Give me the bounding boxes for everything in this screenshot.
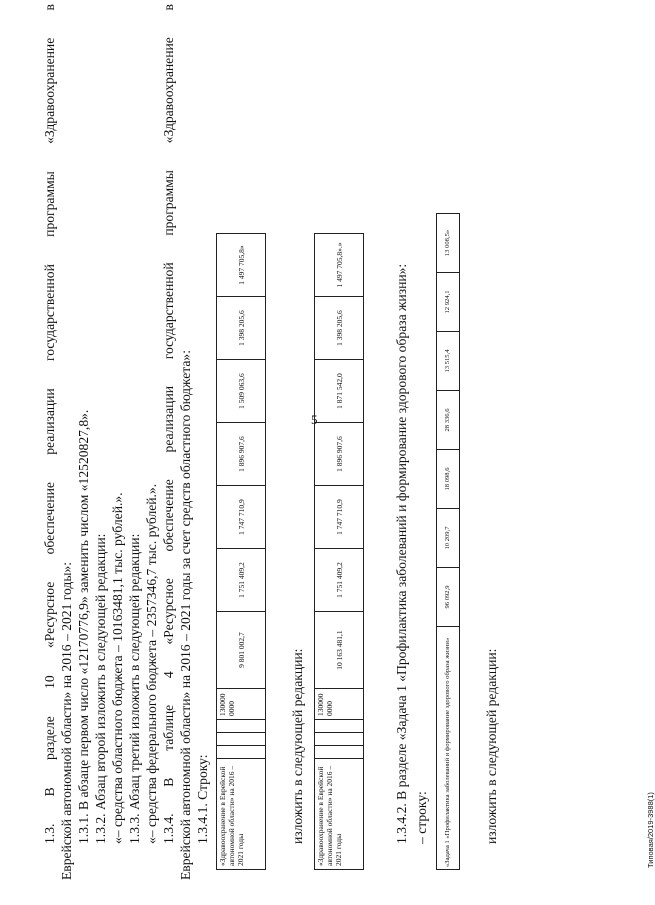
- value-cell: 1 896 907,6: [315, 423, 364, 486]
- value-cell: 1 398 205,6: [315, 297, 364, 360]
- quote-federal-budget: «– средства федерального бюджета – 2357346,7 тыс. рублей.».: [144, 483, 159, 844]
- value-cell: 96 092,9: [437, 568, 460, 627]
- paragraph-1-3-line2: Еврейской автономной области» на 2016 – 2021 годы»:: [59, 561, 74, 880]
- value-cell: 13 515,4: [437, 332, 460, 391]
- blank-cell: [315, 733, 364, 746]
- value-cell: 18 098,6: [437, 450, 460, 509]
- paragraph-1-3-4-1: 1.3.4.1. Строку:: [195, 754, 210, 844]
- paragraph-1-3-4-line2: Еврейской автономной области» на 2016 – 2021 годы за счет средств областного бюджета»:: [178, 350, 193, 880]
- paragraph-1-3-2: 1.3.2. Абзац второй изложить в следующей редакции:: [93, 533, 108, 844]
- paragraph-row-dash: – строку:: [414, 791, 429, 844]
- program-name-cell: «Здравоохранение в Еврейской автономной области» на 2016 – 2021 годы: [315, 759, 364, 870]
- paragraph-1-3-line1: 1.3. В разделе 10 «Ресурсное обеспечение реализации государственной программы «Здравоохранение в: [42, 4, 57, 844]
- page-number: 5: [311, 412, 318, 427]
- rotated-content: [42, 4, 655, 880]
- paragraph-1-3-1: 1.3.1. В абзаце первом число «12170776,9» заменить числом «12520827,8».: [76, 409, 91, 844]
- paragraph-1-3-4-line1: 1.3.4. В таблице 4 «Ресурсное обеспечение реализации государственной программы «Здравоохранение в: [161, 4, 176, 844]
- table-row-new: [314, 233, 364, 870]
- value-cell: 1 747 710,9: [315, 486, 364, 549]
- value-cell: 1 497 705,8»: [217, 234, 266, 297]
- blank-cell: [315, 746, 364, 759]
- paragraph-new-edition-2: изложить в следующей редакции:: [484, 648, 499, 844]
- code-cell: 130000 0000: [217, 689, 266, 720]
- value-cell: 13 008,5»: [437, 214, 460, 273]
- blank-cell: [217, 733, 266, 746]
- paragraph-1-3-3: 1.3.3. Абзац третий изложить в следующей редакции:: [127, 533, 142, 844]
- value-cell: 12 924,1: [437, 273, 460, 332]
- program-name-cell: «Здравоохранение в Еврейской автономной области» на 2016 – 2021 годы: [217, 759, 266, 870]
- paragraph-1-3-4-2: 1.3.4.2. В разделе «Задача 1 «Профилактика заболеваний и формирование здорового образа жизни»:: [394, 263, 409, 844]
- value-cell: 28 336,6: [437, 391, 460, 450]
- table-row-old: [216, 233, 266, 870]
- task-name-cell: «Задача 1 «Профилактика заболеваний и формирование здорового образа жизни»: [437, 627, 460, 870]
- value-cell: 1 751 409,2: [217, 549, 266, 612]
- document-id: Типовая/2019-3988(1): [646, 792, 655, 868]
- blank-cell: [217, 720, 266, 733]
- value-cell: 10 209,7: [437, 509, 460, 568]
- value-cell: 1 509 063,6: [217, 360, 266, 423]
- code-cell: 130000 0000: [315, 689, 364, 720]
- blank-cell: [315, 720, 364, 733]
- blank-cell: [217, 746, 266, 759]
- value-cell: 1 747 710,9: [217, 486, 266, 549]
- value-cell: 1 398 205,6: [217, 297, 266, 360]
- paragraph-new-edition-1: изложить в следующей редакции:: [290, 648, 305, 844]
- table-task-row: [436, 213, 460, 870]
- quote-regional-budget: «– средства областного бюджета – 10163481,1 тыс. рублей.».: [110, 492, 125, 844]
- value-cell: 1 896 907,6: [217, 423, 266, 486]
- total-cell: 9 801 002,7: [217, 612, 266, 689]
- value-cell: 1 871 542,0: [315, 360, 364, 423]
- value-cell: 1 751 409,2: [315, 549, 364, 612]
- total-cell: 10 163 481,1: [315, 612, 364, 689]
- value-cell: 1 497 705,8».»: [315, 234, 364, 297]
